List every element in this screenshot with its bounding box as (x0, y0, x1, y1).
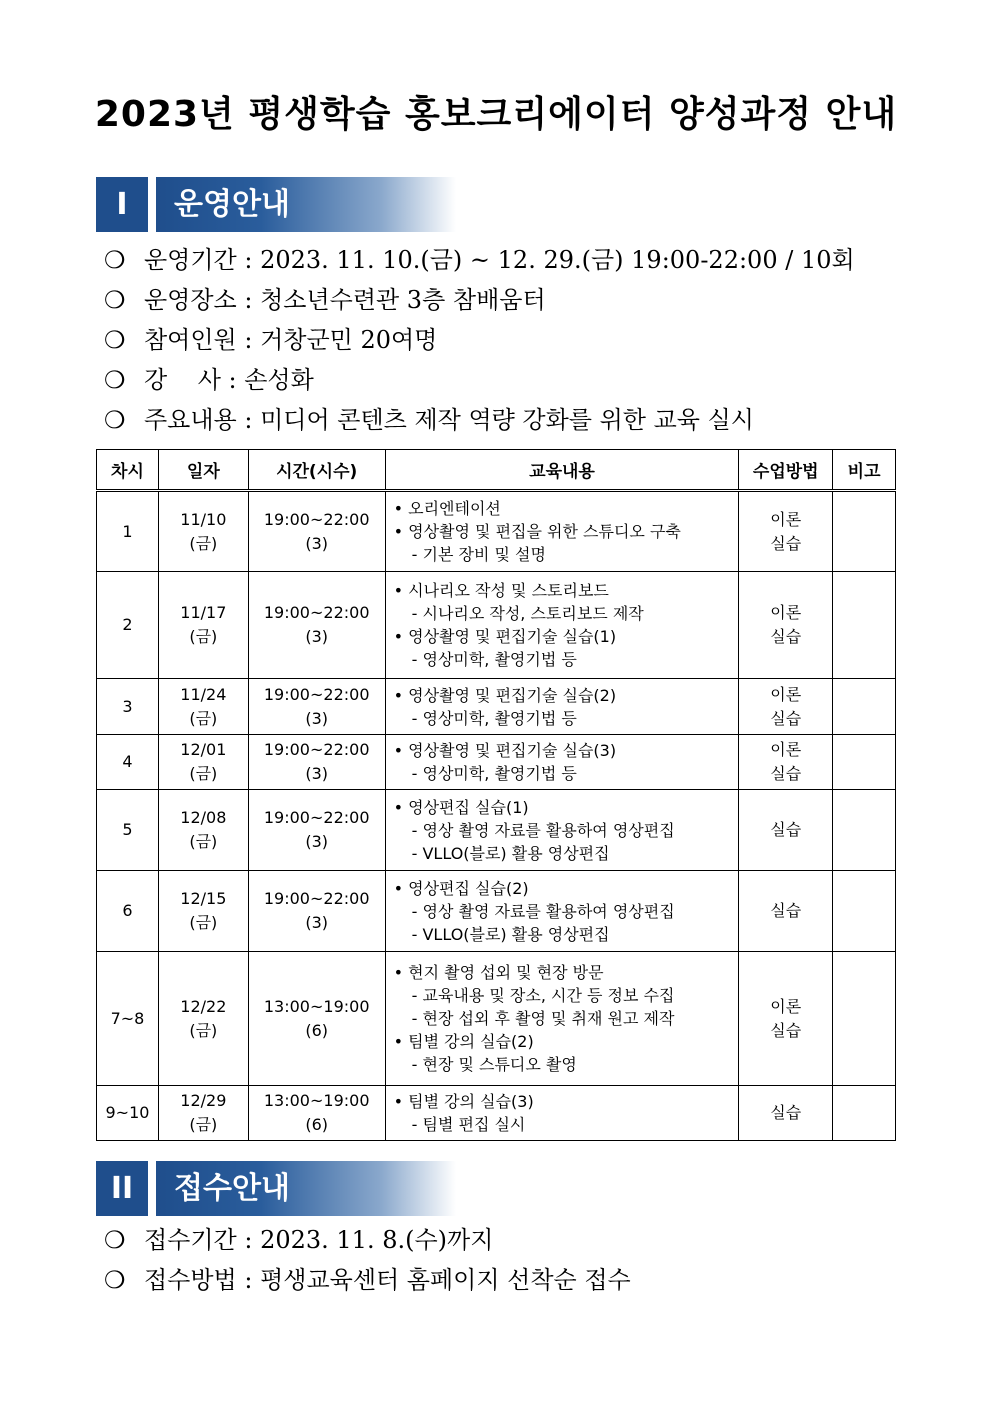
section-2-bar (156, 1161, 456, 1216)
cell-time-line: (3) (305, 533, 329, 553)
cell-date (158, 735, 248, 790)
cell-content (385, 790, 739, 871)
table-row (97, 871, 896, 952)
cell-date-line: 12/15 (180, 889, 227, 908)
circle-bullet-icon: ❍ (104, 406, 126, 434)
cell-time (248, 871, 385, 952)
cell-method-line: 이론 (770, 684, 802, 704)
section-2-number: II (96, 1161, 148, 1216)
cell-method (739, 952, 833, 1086)
cell-session (97, 952, 159, 1086)
circle-bullet-icon: ❍ (104, 326, 126, 354)
content-line: • 현지 촬영 섭외 및 현장 방문 (393, 963, 604, 982)
cell-time-line: (6) (305, 1115, 329, 1134)
cell-note (833, 679, 896, 735)
cell-method (739, 735, 833, 790)
content-line: • 영상촬영 및 편집기술 실습(1) (393, 627, 617, 646)
content-line: - 시나리오 작성, 스토리보드 제작 (411, 604, 644, 623)
section-1-number: I (96, 177, 148, 232)
cell-date-line: (금) (189, 708, 218, 728)
header-method: 수업방법 (739, 450, 833, 491)
content-line: - 영상미학, 촬영기법 등 (411, 708, 577, 728)
cell-session-line: 5 (122, 820, 133, 839)
circle-bullet-icon: ❍ (104, 1266, 126, 1294)
cell-method-line: 실습 (770, 1103, 802, 1122)
cell-time-line: (3) (305, 627, 329, 646)
schedule-table (96, 449, 896, 1141)
section-2-label: 접수안내 (174, 1171, 290, 1206)
cell-method-line: 실습 (770, 820, 802, 839)
info-text: 접수기간 : 2023. 11. 8.(수)까지 (144, 1226, 494, 1254)
cell-time-line: 19:00~22:00 (263, 603, 370, 622)
content-line: • 영상촬영 및 편집기술 실습(2) (393, 685, 617, 705)
table-row (97, 491, 896, 572)
cell-time (248, 679, 385, 735)
cell-time (248, 735, 385, 790)
cell-method-line: 이론 (770, 996, 802, 1016)
cell-content (385, 491, 739, 572)
table-row (97, 790, 896, 871)
content-line: • 영상촬영 및 편집기술 실습(3) (393, 741, 617, 760)
cell-note (833, 790, 896, 871)
cell-date-line: (금) (189, 533, 218, 553)
cell-time (248, 790, 385, 871)
cell-date-line: 12/29 (180, 1091, 227, 1110)
cell-time (248, 491, 385, 572)
cell-method-line: 실습 (770, 1020, 802, 1040)
header-content: 교육내용 (385, 450, 739, 491)
cell-session-line: 9~10 (105, 1103, 150, 1122)
cell-session (97, 572, 159, 679)
cell-content (385, 952, 739, 1086)
cell-time-line: (6) (305, 1020, 329, 1040)
content-line: • 팀별 강의 실습(3) (393, 1092, 534, 1111)
cell-session-line: 3 (122, 696, 133, 716)
cell-session (97, 491, 159, 572)
cell-time-line: 13:00~19:00 (263, 996, 370, 1016)
info-row-period (104, 240, 855, 280)
cell-session-line: 2 (122, 615, 133, 634)
section-2-info-list (104, 1220, 631, 1300)
cell-method (739, 790, 833, 871)
cell-method-line: 이론 (770, 740, 802, 759)
content-line: - 영상 촬영 자료를 활용하여 영상편집 (411, 820, 675, 840)
cell-time-line: (3) (305, 913, 329, 932)
header-time: 시간(시수) (248, 450, 385, 491)
header-date: 일자 (158, 450, 248, 491)
content-line: • 시나리오 작성 및 스토리보드 (393, 581, 609, 600)
cell-date (158, 491, 248, 572)
content-line: - 영상미학, 촬영기법 등 (411, 650, 577, 669)
cell-date (158, 572, 248, 679)
cell-date-line: 12/08 (180, 808, 227, 827)
section-1-header (96, 177, 456, 232)
table-row (97, 735, 896, 790)
info-row-content (104, 400, 855, 440)
content-line: - 현장 섭외 후 촬영 및 취재 원고 제작 (411, 1009, 675, 1028)
info-text: 참여인원 : 거창군민 20여명 (144, 326, 438, 354)
table-row (97, 679, 896, 735)
cell-time-line: (3) (305, 764, 329, 783)
table-row (97, 1086, 896, 1141)
cell-session (97, 679, 159, 735)
cell-note (833, 871, 896, 952)
cell-date-line: (금) (189, 627, 218, 646)
cell-note (833, 491, 896, 572)
info-text: 운영기간 : 2023. 11. 10.(금) ~ 12. 29.(금) 19:00-22:00 / 10회 (144, 246, 855, 274)
cell-note (833, 1086, 896, 1141)
content-line: - 영상 촬영 자료를 활용하여 영상편집 (411, 901, 675, 921)
cell-time-line: (3) (305, 832, 329, 851)
cell-content (385, 871, 739, 952)
cell-session (97, 790, 159, 871)
cell-date-line: (금) (189, 832, 218, 851)
table-row (97, 952, 896, 1086)
header-session: 차시 (97, 450, 159, 491)
content-line: - 현장 및 스튜디오 촬영 (411, 1055, 577, 1074)
cell-time (248, 572, 385, 679)
cell-method (739, 572, 833, 679)
cell-note (833, 572, 896, 679)
cell-date (158, 1086, 248, 1141)
content-line: • 영상편집 실습(2) (393, 878, 529, 898)
cell-time-line: 19:00~22:00 (263, 808, 370, 827)
cell-content (385, 572, 739, 679)
cell-content (385, 1086, 739, 1141)
cell-method-line: 실습 (770, 764, 802, 783)
cell-date-line: (금) (189, 1020, 218, 1040)
cell-time-line: 19:00~22:00 (263, 684, 370, 704)
circle-bullet-icon: ❍ (104, 366, 126, 394)
content-line: - VLLO(블로) 활용 영상편집 (411, 843, 610, 863)
cell-method-line: 이론 (770, 509, 802, 529)
cell-date-line: (금) (189, 1115, 218, 1134)
cell-session (97, 871, 159, 952)
page-title: 2023년 평생학습 홍보크리에이터 양성과정 안내 (94, 94, 898, 135)
section-1-label: 운영안내 (174, 187, 290, 222)
cell-time-line: 19:00~22:00 (263, 889, 370, 908)
cell-method (739, 1086, 833, 1141)
content-line: • 팀별 강의 실습(2) (393, 1032, 534, 1051)
info-row-apply-period (104, 1220, 631, 1260)
cell-method (739, 679, 833, 735)
section-1-info-list (104, 240, 855, 440)
cell-method (739, 491, 833, 572)
cell-content (385, 735, 739, 790)
header-note: 비고 (833, 450, 896, 491)
cell-date-line: (금) (189, 913, 218, 932)
circle-bullet-icon: ❍ (104, 1226, 126, 1254)
cell-note (833, 952, 896, 1086)
content-line: - 교육내용 및 장소, 시간 등 정보 수집 (411, 986, 675, 1005)
content-line: - 기본 장비 및 설명 (411, 545, 546, 564)
cell-time-line: (3) (305, 708, 329, 728)
cell-date-line: 11/10 (180, 509, 227, 529)
cell-date (158, 871, 248, 952)
cell-time-line: 19:00~22:00 (263, 740, 370, 759)
cell-time-line: 13:00~19:00 (263, 1091, 370, 1110)
info-text: 접수방법 : 평생교육센터 홈페이지 선착순 접수 (144, 1266, 631, 1294)
info-row-apply-method (104, 1260, 631, 1300)
cell-date (158, 790, 248, 871)
cell-date (158, 679, 248, 735)
cell-method-line: 실습 (770, 533, 802, 553)
circle-bullet-icon: ❍ (104, 246, 126, 274)
cell-date-line: 12/22 (180, 996, 227, 1016)
cell-session-line: 7~8 (110, 1008, 145, 1028)
circle-bullet-icon: ❍ (104, 286, 126, 314)
content-line: - 영상미학, 촬영기법 등 (411, 764, 577, 783)
info-text: 운영장소 : 청소년수련관 3층 참배움터 (144, 286, 546, 314)
info-text: 주요내용 : 미디어 콘텐츠 제작 역량 강화를 위한 교육 실시 (144, 406, 754, 434)
content-line: - 팀별 편집 실시 (411, 1115, 526, 1134)
cell-method-line: 이론 (770, 603, 802, 622)
cell-date-line: (금) (189, 764, 218, 783)
cell-date (158, 952, 248, 1086)
cell-session-line: 6 (122, 901, 133, 920)
info-row-place (104, 280, 855, 320)
info-text: 강 사 : 손성화 (144, 366, 314, 394)
cell-session-line: 1 (122, 521, 133, 541)
table-header-row (97, 450, 896, 491)
cell-session (97, 1086, 159, 1141)
content-line: • 오리엔테이션 (393, 499, 501, 518)
info-row-instructor (104, 360, 855, 400)
cell-method-line: 실습 (770, 627, 802, 646)
cell-session-line: 4 (122, 752, 133, 771)
info-row-participants (104, 320, 855, 360)
cell-time (248, 952, 385, 1086)
cell-time (248, 1086, 385, 1141)
cell-date-line: 12/01 (180, 740, 227, 759)
cell-date-line: 11/24 (180, 684, 227, 704)
table-row (97, 572, 896, 679)
cell-method-line: 실습 (770, 901, 802, 920)
cell-time-line: 19:00~22:00 (263, 509, 370, 529)
cell-method-line: 실습 (770, 708, 802, 728)
content-line: - VLLO(블로) 활용 영상편집 (411, 924, 610, 944)
content-line: • 영상촬영 및 편집을 위한 스튜디오 구축 (393, 522, 681, 541)
cell-date-line: 11/17 (180, 603, 227, 622)
cell-session (97, 735, 159, 790)
section-2-header (96, 1161, 456, 1216)
cell-note (833, 735, 896, 790)
cell-method (739, 871, 833, 952)
content-line: • 영상편집 실습(1) (393, 797, 529, 817)
section-1-bar (156, 177, 456, 232)
cell-content (385, 679, 739, 735)
